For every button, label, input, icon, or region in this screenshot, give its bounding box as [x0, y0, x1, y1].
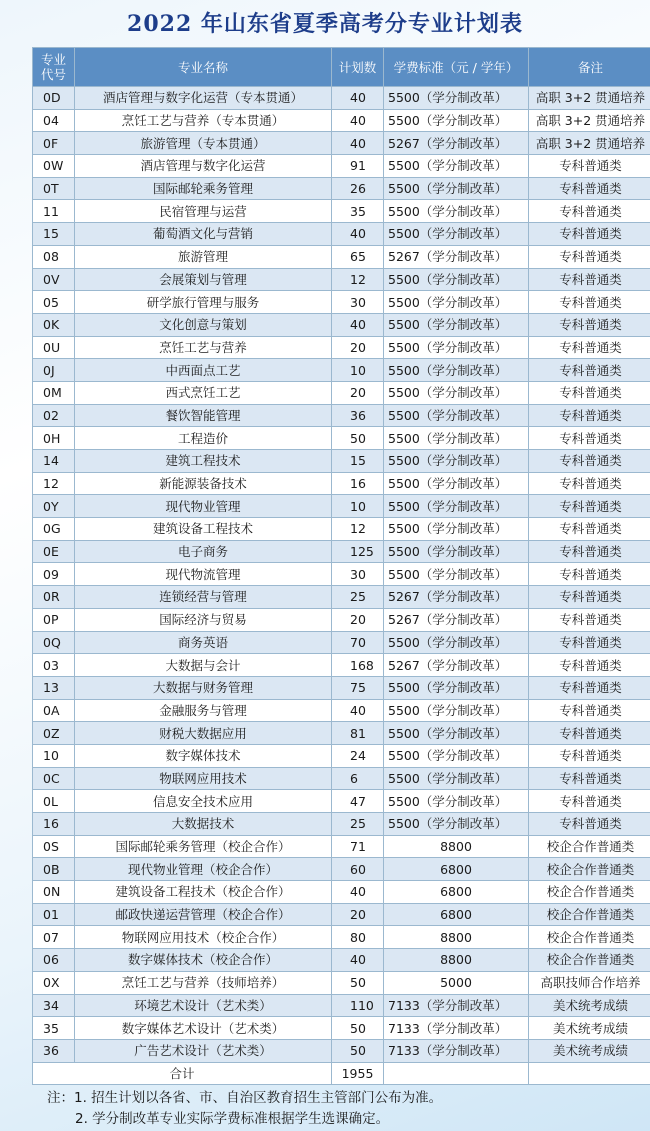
cell-fee: 8800 — [384, 949, 529, 972]
cell-code: 14 — [33, 450, 75, 473]
cell-remark: 美术统考成绩 — [529, 994, 650, 1017]
cell-code: 05 — [33, 291, 75, 314]
table-row — [33, 132, 650, 155]
cell-count: 60 — [332, 858, 384, 881]
cell-fee: 5500（学分制改革） — [384, 790, 529, 813]
header-fee: 学费标准（元 / 学年） — [384, 48, 529, 87]
cell-code: 0Q — [33, 631, 75, 654]
cell-name: 烹饪工艺与营养（技师培养） — [75, 971, 332, 994]
table-row — [33, 245, 650, 268]
cell-name: 建筑工程技术 — [75, 450, 332, 473]
cell-code: 08 — [33, 245, 75, 268]
cell-code: 01 — [33, 903, 75, 926]
cell-name: 国际经济与贸易 — [75, 608, 332, 631]
table-row — [33, 790, 650, 813]
cell-code: 15 — [33, 223, 75, 246]
cell-count: 15 — [332, 450, 384, 473]
table-row — [33, 450, 650, 473]
cell-fee: 5500（学分制改革） — [384, 381, 529, 404]
cell-remark: 校企合作普通类 — [529, 858, 650, 881]
cell-name: 现代物业管理（校企合作） — [75, 858, 332, 881]
cell-name: 葡萄酒文化与营销 — [75, 223, 332, 246]
cell-name: 数字媒体技术 — [75, 744, 332, 767]
cell-fee: 5500（学分制改革） — [384, 313, 529, 336]
cell-count: 110 — [332, 994, 384, 1017]
table-row — [33, 563, 650, 586]
table-row — [33, 518, 650, 541]
cell-count: 70 — [332, 631, 384, 654]
cell-count: 16 — [332, 472, 384, 495]
cell-code: 0Z — [33, 722, 75, 745]
cell-remark: 专科普通类 — [529, 381, 650, 404]
header-code — [33, 48, 75, 87]
cell-code: 0T — [33, 177, 75, 200]
cell-code: 09 — [33, 563, 75, 586]
cell-name: 大数据与财务管理 — [75, 676, 332, 699]
cell-remark: 专科普通类 — [529, 245, 650, 268]
cell-remark: 美术统考成绩 — [529, 1017, 650, 1040]
table-row — [33, 359, 650, 382]
note-line-2: 2. 学分制改革专业实际学费标准根据学生选课确定。 — [75, 1111, 390, 1127]
cell-code: 0P — [33, 608, 75, 631]
cell-fee: 5500（学分制改革） — [384, 722, 529, 745]
cell-remark: 校企合作普通类 — [529, 881, 650, 904]
cell-count: 47 — [332, 790, 384, 813]
cell-fee: 5500（学分制改革） — [384, 336, 529, 359]
cell-count: 25 — [332, 586, 384, 609]
cell-name: 酒店管理与数字化运营 — [75, 155, 332, 178]
table-row — [33, 1017, 650, 1040]
header-count: 计划数 — [332, 48, 384, 87]
cell-fee: 5500（学分制改革） — [384, 472, 529, 495]
cell-name: 研学旅行管理与服务 — [75, 291, 332, 314]
cell-name: 数字媒体艺术设计（艺术类） — [75, 1017, 332, 1040]
cell-code: 0K — [33, 313, 75, 336]
table-row — [33, 404, 650, 427]
cell-code: 34 — [33, 994, 75, 1017]
cell-fee: 5500（学分制改革） — [384, 200, 529, 223]
cell-remark: 专科普通类 — [529, 450, 650, 473]
table-row — [33, 699, 650, 722]
cell-name: 商务英语 — [75, 631, 332, 654]
cell-count: 26 — [332, 177, 384, 200]
cell-remark: 专科普通类 — [529, 472, 650, 495]
cell-count: 40 — [332, 699, 384, 722]
table-row — [33, 268, 650, 291]
cell-name: 财税大数据应用 — [75, 722, 332, 745]
cell-remark: 高职 3+2 贯通培养 — [529, 132, 650, 155]
cell-code: 0N — [33, 881, 75, 904]
cell-count: 20 — [332, 381, 384, 404]
cell-code: 0U — [33, 336, 75, 359]
cell-count: 10 — [332, 495, 384, 518]
cell-count: 50 — [332, 1017, 384, 1040]
table-row — [33, 586, 650, 609]
cell-count: 75 — [332, 676, 384, 699]
cell-code: 0D — [33, 87, 75, 110]
table-total-row — [33, 1062, 650, 1085]
cell-count: 65 — [332, 245, 384, 268]
cell-fee: 5500（学分制改革） — [384, 450, 529, 473]
cell-fee: 5500（学分制改革） — [384, 495, 529, 518]
cell-fee: 5500（学分制改革） — [384, 177, 529, 200]
table-row — [33, 813, 650, 836]
cell-code: 06 — [33, 949, 75, 972]
cell-fee: 5500（学分制改革） — [384, 813, 529, 836]
cell-fee: 5500（学分制改革） — [384, 87, 529, 110]
cell-remark: 专科普通类 — [529, 291, 650, 314]
cell-count: 36 — [332, 404, 384, 427]
cell-count: 12 — [332, 518, 384, 541]
cell-name: 中西面点工艺 — [75, 359, 332, 382]
header-code-line1: 专业 — [40, 52, 66, 67]
cell-count: 10 — [332, 359, 384, 382]
table-row — [33, 767, 650, 790]
table-row — [33, 608, 650, 631]
cell-remark: 校企合作普通类 — [529, 835, 650, 858]
cell-fee: 5500（学分制改革） — [384, 291, 529, 314]
cell-remark: 专科普通类 — [529, 427, 650, 450]
cell-code: 02 — [33, 404, 75, 427]
table-row — [33, 313, 650, 336]
table-row — [33, 336, 650, 359]
cell-remark: 专科普通类 — [529, 518, 650, 541]
table-row — [33, 1039, 650, 1062]
cell-count: 50 — [332, 1039, 384, 1062]
cell-fee: 5267（学分制改革） — [384, 654, 529, 677]
cell-remark: 专科普通类 — [529, 813, 650, 836]
cell-code: 0B — [33, 858, 75, 881]
cell-fee: 5500（学分制改革） — [384, 109, 529, 132]
table-row — [33, 676, 650, 699]
cell-name: 旅游管理（专本贯通） — [75, 132, 332, 155]
total-remark-empty — [529, 1062, 650, 1085]
cell-remark: 专科普通类 — [529, 631, 650, 654]
table-row — [33, 109, 650, 132]
cell-count: 24 — [332, 744, 384, 767]
notes — [47, 1088, 637, 1130]
cell-name: 民宿管理与运营 — [75, 200, 332, 223]
cell-name: 国际邮轮乘务管理 — [75, 177, 332, 200]
cell-remark: 专科普通类 — [529, 336, 650, 359]
table-row — [33, 87, 650, 110]
cell-fee: 5267（学分制改革） — [384, 586, 529, 609]
cell-code: 12 — [33, 472, 75, 495]
cell-count: 6 — [332, 767, 384, 790]
cell-remark: 专科普通类 — [529, 404, 650, 427]
cell-name: 旅游管理 — [75, 245, 332, 268]
table-row — [33, 654, 650, 677]
cell-fee: 5500（学分制改革） — [384, 518, 529, 541]
cell-name: 现代物业管理 — [75, 495, 332, 518]
cell-name: 新能源装备技术 — [75, 472, 332, 495]
cell-count: 40 — [332, 949, 384, 972]
cell-code: 36 — [33, 1039, 75, 1062]
table-row — [33, 495, 650, 518]
cell-count: 81 — [332, 722, 384, 745]
cell-name: 酒店管理与数字化运营（专本贯通） — [75, 87, 332, 110]
cell-code: 0V — [33, 268, 75, 291]
cell-name: 电子商务 — [75, 540, 332, 563]
cell-name: 大数据与会计 — [75, 654, 332, 677]
cell-remark: 专科普通类 — [529, 223, 650, 246]
cell-name: 环境艺术设计（艺术类） — [75, 994, 332, 1017]
cell-code: 0X — [33, 971, 75, 994]
table-row — [33, 155, 650, 178]
cell-count: 91 — [332, 155, 384, 178]
total-count: 1955 — [332, 1062, 384, 1085]
cell-remark: 校企合作普通类 — [529, 903, 650, 926]
table-row — [33, 744, 650, 767]
cell-remark: 专科普通类 — [529, 359, 650, 382]
table-row — [33, 291, 650, 314]
cell-name: 金融服务与管理 — [75, 699, 332, 722]
cell-remark: 专科普通类 — [529, 744, 650, 767]
cell-count: 125 — [332, 540, 384, 563]
cell-name: 工程造价 — [75, 427, 332, 450]
cell-code: 0H — [33, 427, 75, 450]
cell-count: 40 — [332, 109, 384, 132]
cell-remark: 校企合作普通类 — [529, 926, 650, 949]
cell-code: 0M — [33, 381, 75, 404]
cell-fee: 7133（学分制改革） — [384, 1039, 529, 1062]
cell-name: 物联网应用技术 — [75, 767, 332, 790]
cell-code: 0E — [33, 540, 75, 563]
table-row — [33, 540, 650, 563]
cell-fee: 6800 — [384, 858, 529, 881]
table-row — [33, 381, 650, 404]
cell-code: 0G — [33, 518, 75, 541]
cell-name: 烹饪工艺与营养 — [75, 336, 332, 359]
cell-remark: 专科普通类 — [529, 200, 650, 223]
cell-count: 50 — [332, 427, 384, 450]
cell-remark: 专科普通类 — [529, 177, 650, 200]
cell-fee: 5500（学分制改革） — [384, 268, 529, 291]
cell-remark: 专科普通类 — [529, 268, 650, 291]
cell-count: 40 — [332, 223, 384, 246]
cell-code: 13 — [33, 676, 75, 699]
cell-remark: 专科普通类 — [529, 155, 650, 178]
cell-count: 80 — [332, 926, 384, 949]
cell-fee: 5267（学分制改革） — [384, 132, 529, 155]
cell-count: 71 — [332, 835, 384, 858]
cell-count: 40 — [332, 881, 384, 904]
cell-fee: 5500（学分制改革） — [384, 744, 529, 767]
cell-remark: 专科普通类 — [529, 563, 650, 586]
cell-remark: 专科普通类 — [529, 313, 650, 336]
cell-remark: 专科普通类 — [529, 495, 650, 518]
cell-fee: 5500（学分制改革） — [384, 223, 529, 246]
cell-name: 现代物流管理 — [75, 563, 332, 586]
cell-fee: 5500（学分制改革） — [384, 767, 529, 790]
page-title: 2022 年山东省夏季高考分专业计划表 — [127, 11, 523, 37]
cell-name: 数字媒体技术（校企合作） — [75, 949, 332, 972]
cell-count: 30 — [332, 563, 384, 586]
cell-count: 35 — [332, 200, 384, 223]
cell-fee: 6800 — [384, 903, 529, 926]
cell-fee: 5500（学分制改革） — [384, 427, 529, 450]
cell-name: 国际邮轮乘务管理（校企合作） — [75, 835, 332, 858]
cell-remark: 专科普通类 — [529, 699, 650, 722]
total-fee-empty — [384, 1062, 529, 1085]
cell-fee: 5000 — [384, 971, 529, 994]
cell-name: 会展策划与管理 — [75, 268, 332, 291]
cell-fee: 5500（学分制改革） — [384, 404, 529, 427]
note-line-1: 注：1. 招生计划以各省、市、自治区教育招生主管部门公布为准。 — [47, 1090, 443, 1106]
cell-fee: 6800 — [384, 881, 529, 904]
cell-count: 168 — [332, 654, 384, 677]
cell-code: 0R — [33, 586, 75, 609]
cell-name: 西式烹饪工艺 — [75, 381, 332, 404]
table-row — [33, 427, 650, 450]
cell-code: 0F — [33, 132, 75, 155]
cell-code: 0A — [33, 699, 75, 722]
table-row — [33, 858, 650, 881]
cell-count: 20 — [332, 608, 384, 631]
cell-fee: 5500（学分制改革） — [384, 540, 529, 563]
cell-remark: 美术统考成绩 — [529, 1039, 650, 1062]
cell-fee: 8800 — [384, 926, 529, 949]
table-row — [33, 835, 650, 858]
cell-count: 50 — [332, 971, 384, 994]
table-row — [33, 994, 650, 1017]
cell-remark: 专科普通类 — [529, 676, 650, 699]
cell-name: 信息安全技术应用 — [75, 790, 332, 813]
cell-fee: 5500（学分制改革） — [384, 359, 529, 382]
table-row — [33, 223, 650, 246]
cell-fee: 8800 — [384, 835, 529, 858]
cell-code: 35 — [33, 1017, 75, 1040]
table-row — [33, 177, 650, 200]
table-row — [33, 200, 650, 223]
cell-name: 邮政快递运营管理（校企合作） — [75, 903, 332, 926]
cell-remark: 高职 3+2 贯通培养 — [529, 109, 650, 132]
table-body — [33, 87, 650, 1085]
cell-code: 07 — [33, 926, 75, 949]
cell-name: 建筑设备工程技术（校企合作） — [75, 881, 332, 904]
cell-code: 04 — [33, 109, 75, 132]
cell-code: 16 — [33, 813, 75, 836]
cell-remark: 专科普通类 — [529, 790, 650, 813]
cell-code: 0J — [33, 359, 75, 382]
cell-fee: 5500（学分制改革） — [384, 563, 529, 586]
cell-fee: 5500（学分制改革） — [384, 155, 529, 178]
cell-remark: 校企合作普通类 — [529, 949, 650, 972]
cell-fee: 7133（学分制改革） — [384, 994, 529, 1017]
cell-remark: 专科普通类 — [529, 654, 650, 677]
header-remark: 备注 — [529, 48, 650, 87]
enrollment-plan-table — [32, 47, 650, 1085]
cell-count: 12 — [332, 268, 384, 291]
cell-count: 30 — [332, 291, 384, 314]
cell-remark: 专科普通类 — [529, 608, 650, 631]
cell-code: 0C — [33, 767, 75, 790]
cell-remark: 专科普通类 — [529, 540, 650, 563]
cell-remark: 高职技师合作培养 — [529, 971, 650, 994]
cell-fee: 5500（学分制改革） — [384, 699, 529, 722]
cell-name: 广告艺术设计（艺术类） — [75, 1039, 332, 1062]
table-header-row — [33, 48, 650, 87]
cell-fee: 5267（学分制改革） — [384, 608, 529, 631]
cell-fee: 5267（学分制改革） — [384, 245, 529, 268]
cell-count: 40 — [332, 87, 384, 110]
cell-name: 大数据技术 — [75, 813, 332, 836]
header-code-line2: 代号 — [40, 67, 66, 82]
cell-count: 40 — [332, 313, 384, 336]
cell-count: 25 — [332, 813, 384, 836]
cell-count: 20 — [332, 336, 384, 359]
cell-fee: 7133（学分制改革） — [384, 1017, 529, 1040]
table-row — [33, 949, 650, 972]
cell-remark: 专科普通类 — [529, 767, 650, 790]
cell-code: 03 — [33, 654, 75, 677]
cell-name: 连锁经营与管理 — [75, 586, 332, 609]
cell-remark: 专科普通类 — [529, 722, 650, 745]
cell-name: 餐饮智能管理 — [75, 404, 332, 427]
header-name: 专业名称 — [75, 48, 332, 87]
table-row — [33, 722, 650, 745]
cell-code: 0S — [33, 835, 75, 858]
table-row — [33, 971, 650, 994]
table-row — [33, 926, 650, 949]
cell-remark: 专科普通类 — [529, 586, 650, 609]
cell-name: 文化创意与策划 — [75, 313, 332, 336]
table-row — [33, 881, 650, 904]
cell-name: 建筑设备工程技术 — [75, 518, 332, 541]
cell-fee: 5500（学分制改革） — [384, 631, 529, 654]
total-label: 合计 — [33, 1062, 332, 1085]
cell-code: 0Y — [33, 495, 75, 518]
table-row — [33, 472, 650, 495]
cell-name: 烹饪工艺与营养（专本贯通） — [75, 109, 332, 132]
cell-code: 10 — [33, 744, 75, 767]
cell-remark: 高职 3+2 贯通培养 — [529, 87, 650, 110]
table-row — [33, 631, 650, 654]
table-row — [33, 903, 650, 926]
cell-count: 20 — [332, 903, 384, 926]
cell-code: 11 — [33, 200, 75, 223]
cell-code: 0W — [33, 155, 75, 178]
cell-code: 0L — [33, 790, 75, 813]
cell-name: 物联网应用技术（校企合作） — [75, 926, 332, 949]
cell-count: 40 — [332, 132, 384, 155]
cell-fee: 5500（学分制改革） — [384, 676, 529, 699]
